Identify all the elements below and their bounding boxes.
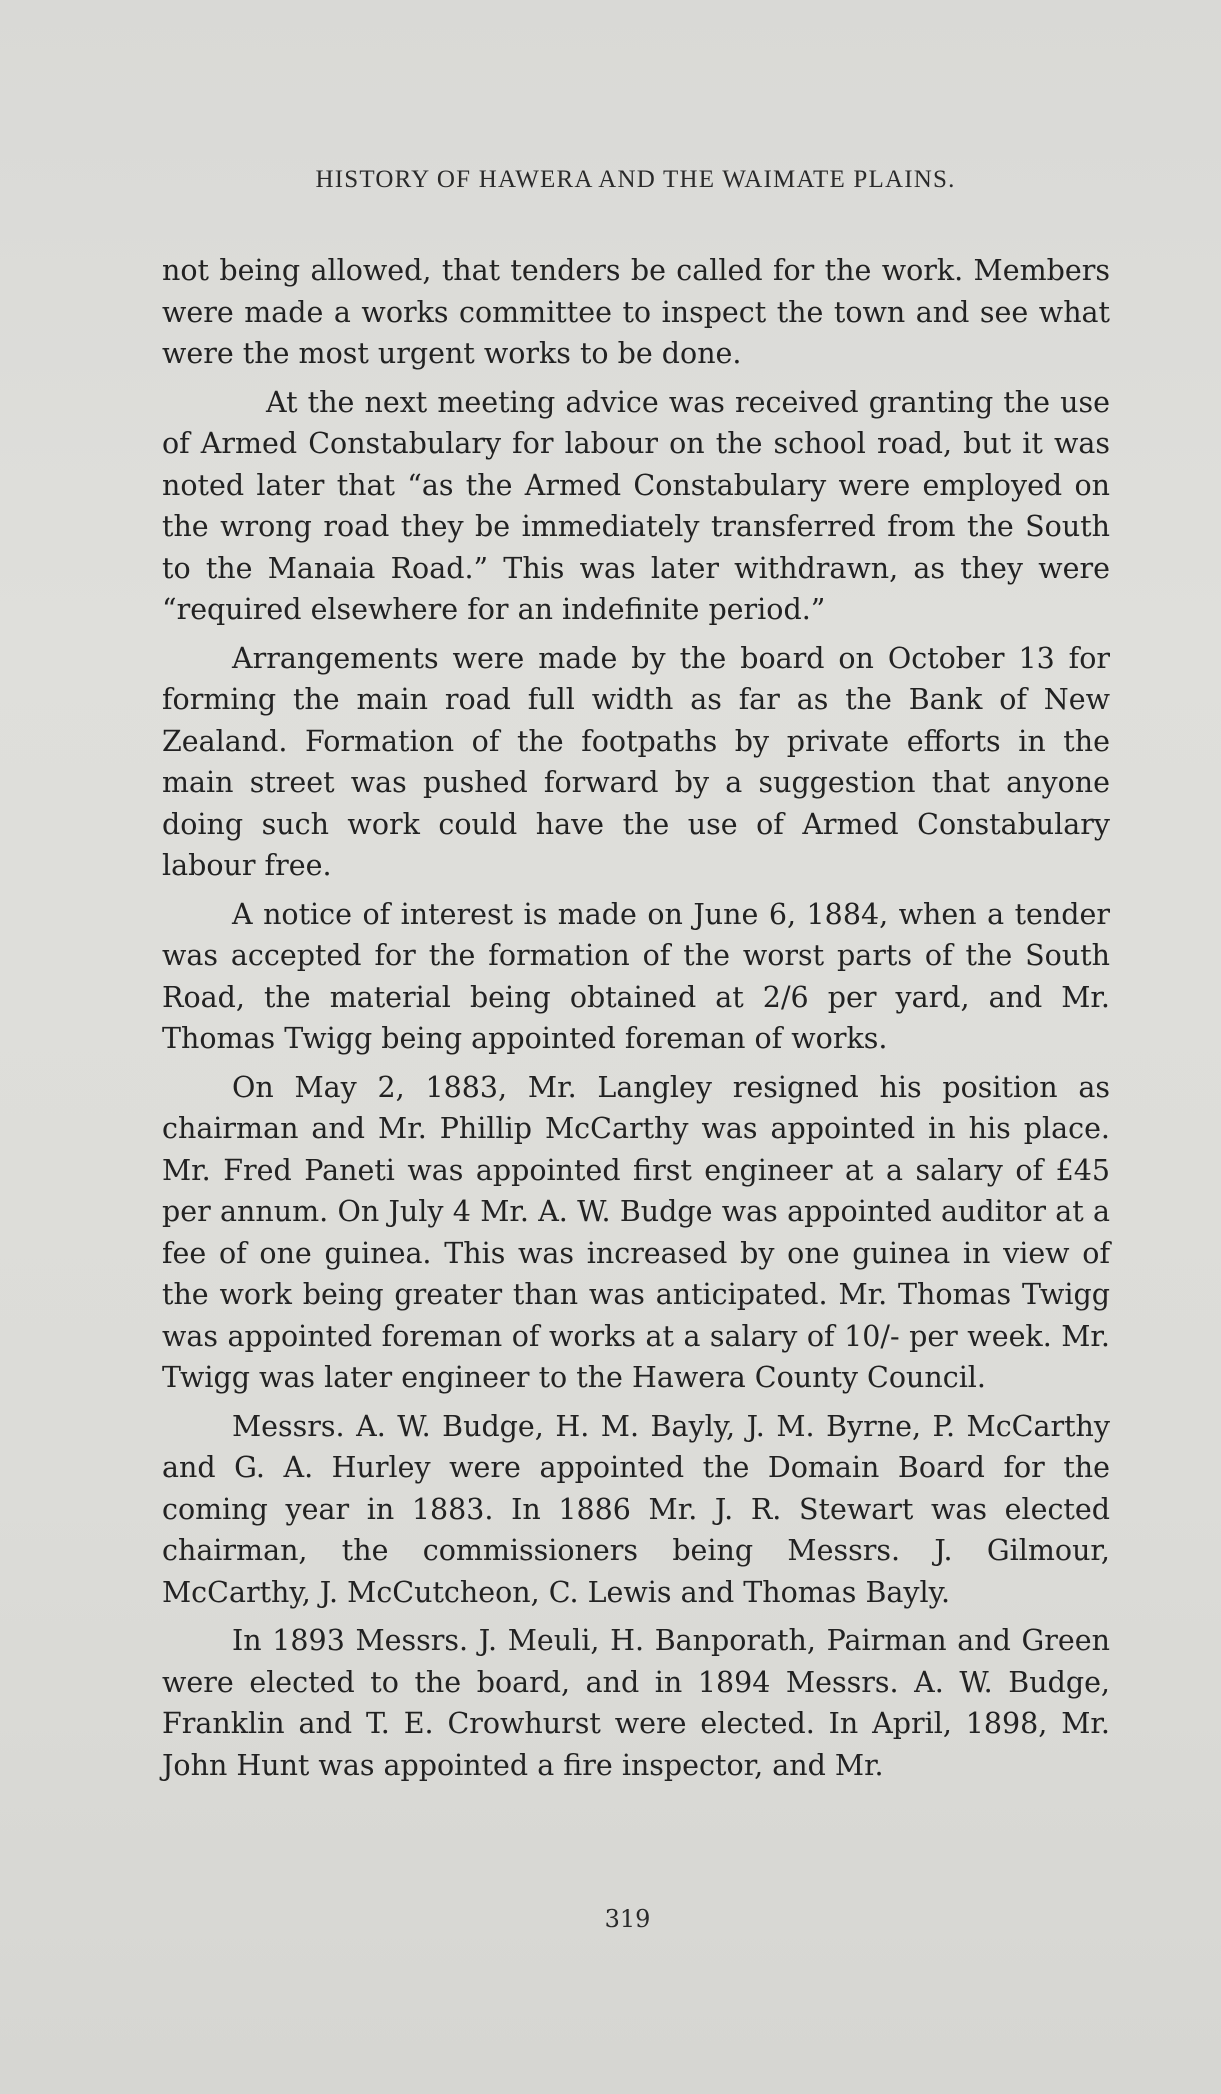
paragraph-4: A notice of interest is made on June 6, 1884, when a tender was accepted for the formation of the worst parts of the South Road, the material being obtained at 2/6 per yard, and Mr. Thomas Twigg being appointed foreman of works.	[162, 897, 1110, 1055]
paragraph-3: Arrangements were made by the board on October 13 for forming the main road full width as far as the Bank of New Zealand. Formation of the footpaths by private efforts in the main street was pushed forward by a suggestion that anyone doing such work could have the use of Armed Constabulary labour free.	[162, 641, 1110, 882]
paragraph-2: At the next meeting advice was received granting the use of Armed Constabulary for labour on the school road, but it was noted later that “as the Armed Constabulary were employed on the wrong road they be immediately transferred from the South to the Manaia Road.” This was later withdrawn, as they were “required elsewhere for an indefinite period.”	[162, 385, 1110, 626]
paragraph-5: On May 2, 1883, Mr. Langley resigned his position as chairman and Mr. Phillip McCarthy was appointed in his place. Mr. Fred Paneti was appointed first engineer at a salary of £45 per annum. On July 4 Mr. A. W. Budge was appointed auditor at a fee of one guinea. This was increased by one guinea in view of the work being greater than was anticipated. Mr. Thomas Twigg was appointed foreman of works at a salary of 10/- per week. Mr. Twigg was later engineer to the Hawera County Council.	[162, 1070, 1110, 1394]
page-number: 319	[604, 1905, 651, 1933]
running-head: HISTORY OF HAWERA AND THE WAIMATE PLAINS.	[315, 166, 956, 193]
paragraph-1: not being allowed, that tenders be called for the work. Members were made a works committee to inspect the town and see what were the most urgent works to be done.	[162, 254, 1110, 370]
body-text	[162, 250, 1110, 1793]
paragraph-6: Messrs. A. W. Budge, H. M. Bayly, J. M. Byrne, P. McCarthy and G. A. Hurley were appointed the Domain Board for the coming year in 1883. In 1886 Mr. J. R. Stewart was elected chairman, the commissioners being Messrs. J. Gilmour, McCarthy, J. McCutcheon, C. Lewis and Thomas Bayly.	[162, 1409, 1110, 1609]
paragraph-7: In 1893 Messrs. J. Meuli, H. Banporath, Pairman and Green were elected to the board, and in 1894 Messrs. A. W. Budge, Franklin and T. E. Crowhurst were elected. In April, 1898, Mr. John Hunt was appointed a fire inspector, and Mr.	[162, 1624, 1110, 1782]
